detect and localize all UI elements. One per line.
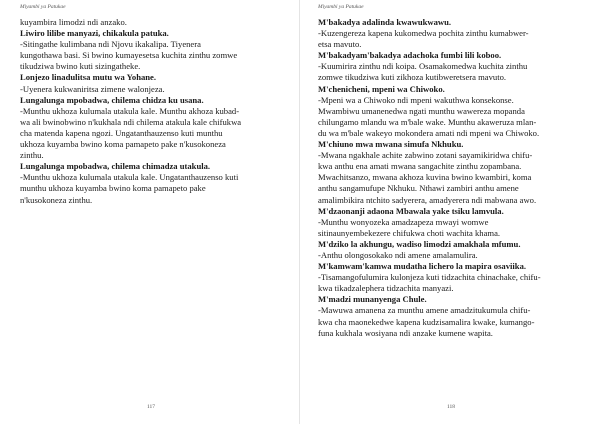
proverb-explanation-line: -Kuzengereza kapena kukomedwa pochita zinthu kumabwer-	[318, 28, 529, 39]
proverb-explanation-line: -Tisamangofulumira kulonjeza kuti tidzachita chinachake, chifu-	[318, 272, 541, 283]
proverb-explanation-line: -Mpeni wa a Chiwoko ndi mpeni wakuthwa konsekonse.	[318, 94, 514, 105]
proverb-explanation-line: -Kuumirira zinthu ndi koipa. Osamakomedwa kuchita zinthu	[318, 61, 528, 72]
right-page-text	[318, 17, 582, 339]
proverb-heading: M'kamwam'kamwa mudatha lichero la mapira osaviika.	[318, 261, 527, 272]
proverb-explanation-line: -Sitingathe kulimbana ndi Njovu ikakalipa. Tiyenera	[20, 39, 201, 50]
proverb-explanation-line: -Mwana ngakhale achite zabwino zotani sayamikiridwa chifu-	[318, 150, 533, 161]
proverb-explanation-line: kwa cha maonekedwe kapena kudzisamalira kwake, kumango-	[318, 316, 535, 327]
right-page-number: 118	[446, 404, 456, 410]
proverb-explanation-line: n'kusokoneza zinthu.	[20, 194, 93, 205]
proverb-explanation-line: cha matenda kapena ngozi. Ungatanthauzenso kuti munthu	[20, 127, 223, 138]
proverb-explanation-line: tikudziwa bwino kuti sizingatheke.	[20, 61, 141, 72]
proverb-heading: M'bakadyam'bakadya adachoka fumbi lili koboo.	[318, 50, 502, 61]
proverb-explanation-line: -Mawuwa amanena za munthu amene amadzitukumula chifu-	[318, 305, 531, 316]
proverb-explanation-line: chilungamo mlandu wa m'bale wake. Munthu akaweruza mlan-	[318, 116, 537, 127]
proverb-heading: M'madzi munanyenga Chule.	[318, 294, 427, 305]
proverb-explanation-line: wa ali bwinobwino n'kukhala ndi chilema atakula kale chifukwa	[20, 116, 242, 127]
proverb-heading: Lonjezo linadulitsa mutu wa Yohane.	[20, 72, 157, 83]
proverb-heading: Liwiro lilibe manyazi, chikakula patuka.	[20, 28, 169, 39]
proverb-heading: M'chiuno mwa mwana simufa Nkhuku.	[318, 139, 464, 150]
proverb-explanation-line: -Munthu ukhoza kulumala utakula kale. Munthu akhoza kubad-	[20, 105, 240, 116]
proverb-explanation-line: Mwachitsanzo, mwana akhoza kuvina bwino kwambiri, koma	[318, 172, 532, 183]
proverb-explanation-line: amalimbikira ntchito sadyerera, amadyerera ndi mabwana awo.	[318, 194, 537, 205]
proverb-heading: Lungalunga mpobadwa, chilema chidza ku usana.	[20, 94, 204, 105]
proverb-heading: M'dzaonanji adaona Mbawala yake tsiku lamvula.	[318, 205, 504, 216]
proverb-explanation-line: kuyambira limodzi ndi anzako.	[20, 17, 127, 27]
proverb-explanation-line: sitinaunyembekezere chifukwa choti wachita khama.	[318, 227, 501, 238]
proverb-heading: M'dziko la akhungu, wadiso limodzi amakhala mfumu.	[318, 238, 521, 249]
proverb-explanation-line: -Anthu olongosokako ndi amene amalamulira.	[318, 249, 478, 260]
proverb-explanation-line: etsa mavuto.	[318, 39, 362, 50]
proverb-explanation-line: munthu ukhoza kuyamba bwino koma pamapeto pake	[20, 183, 206, 194]
proverb-explanation-line: kwa tikadzalephera tidzachita manyazi.	[318, 283, 454, 294]
left-running-header: Miyambi ya Patukae	[20, 4, 66, 10]
proverb-heading: M'bakadya adalinda kwawukwawu.	[318, 17, 452, 27]
proverb-explanation-line: Mwambiwu umanenedwa ngati munthu wawereza mopanda	[318, 105, 525, 116]
proverb-explanation-line: -Munthu wonyozeka amadzapeza mwayi womwe	[318, 216, 489, 227]
proverb-explanation-line: zomwe tikudziwa kuti zikhoza kutibweretsera mavuto.	[318, 72, 507, 83]
proverb-explanation-line: -Munthu ukhoza kulumala utakula kale. Ungatanthauzenso kuti	[20, 172, 239, 183]
proverb-explanation-line: funa kukhala wosiyana ndi anzake kumene wapita.	[318, 327, 493, 338]
proverb-explanation-line: -Uyenera kukwaniritsa zimene walonjeza.	[20, 83, 165, 94]
left-page-number: 117	[146, 404, 156, 410]
proverb-explanation-line: du wa m'bale wakeyo mokondera amati ndi mpeni wa Chiwoko.	[318, 127, 540, 138]
proverb-explanation-line: anthu sangamufupe Nkhuku. Nthawi zambiri anthu amene	[318, 183, 519, 194]
proverb-explanation-line: ukhoza kuyamba bwino koma pamapeto pake n'kusokoneza	[20, 139, 226, 150]
proverb-heading: Lungalunga mpobadwa, chilema chimadza utakula.	[20, 161, 211, 172]
right-running-header: Miyambi ya Patukae	[318, 4, 364, 10]
proverb-heading: M'chenicheni, mpeni wa Chiwoko.	[318, 83, 445, 94]
proverb-explanation-line: zinthu.	[20, 150, 44, 161]
proverb-explanation-line: kwa anthu ena amati mwana sangachite zinthu zopambana.	[318, 161, 522, 172]
proverb-explanation-line: kungothawa basi. Si bwino kumayesetsa kuchita zinthu zomwe	[20, 50, 238, 61]
left-page-text	[20, 17, 282, 206]
